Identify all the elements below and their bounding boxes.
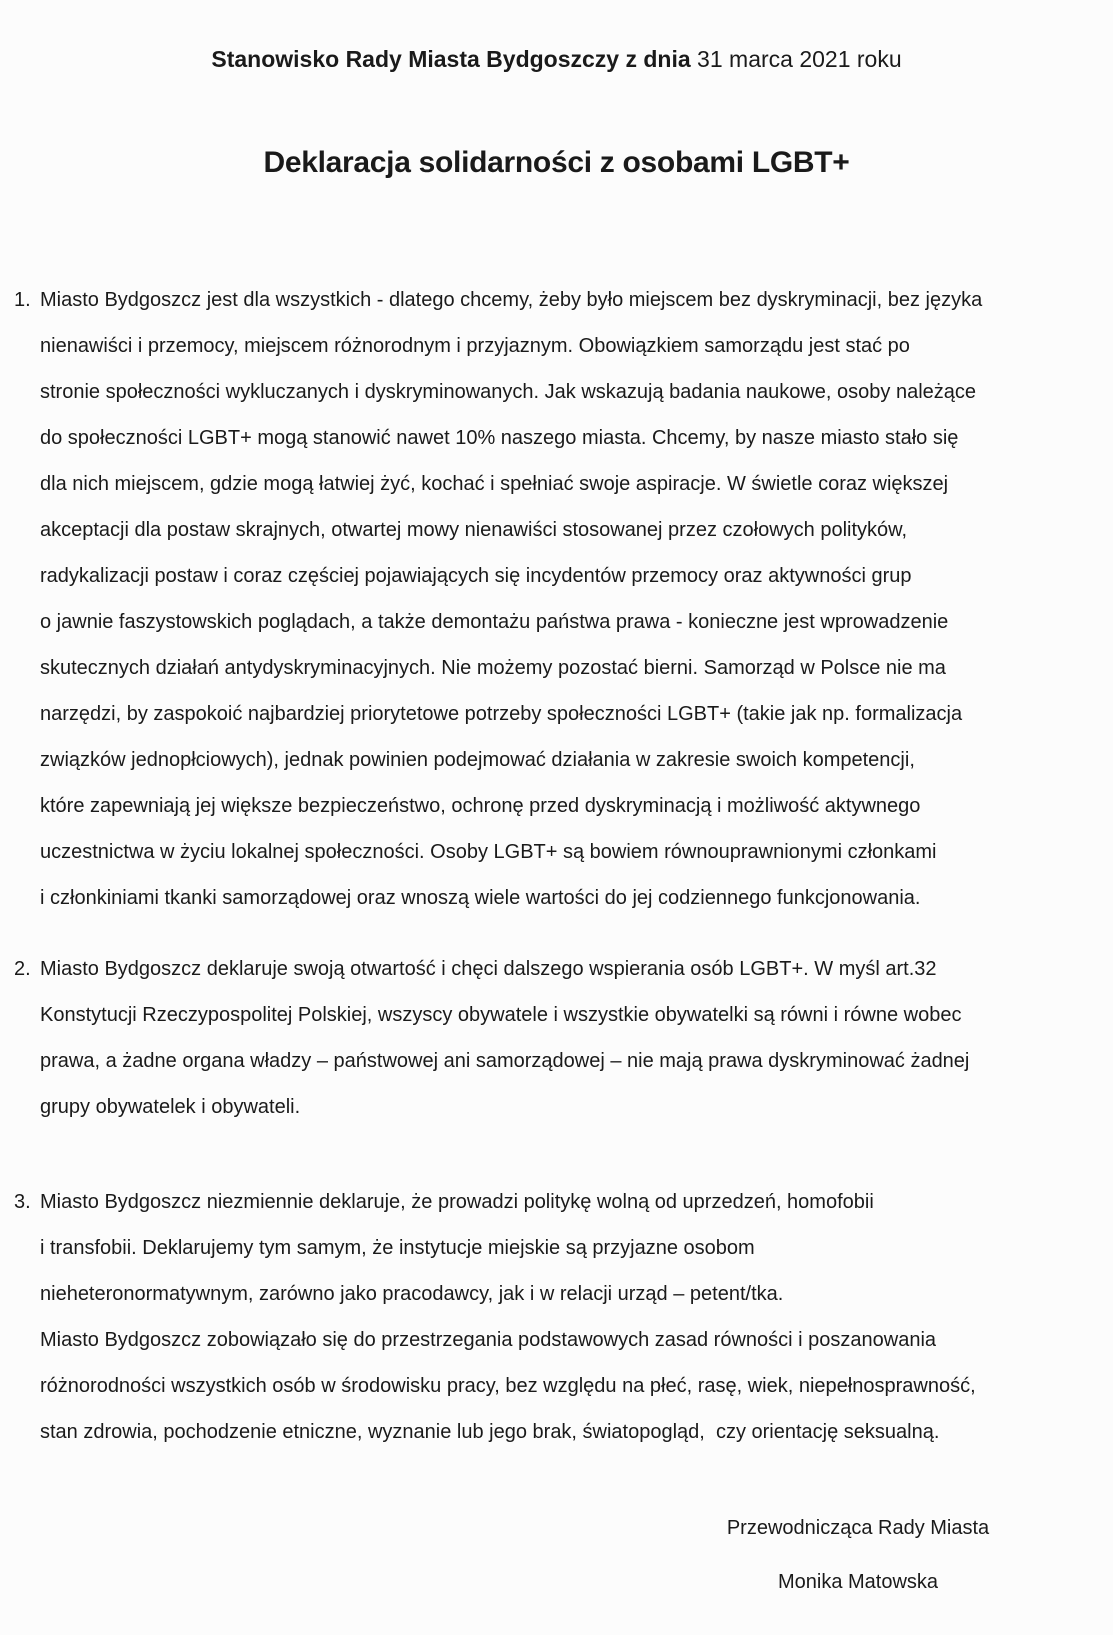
document-title: Deklaracja solidarności z osobami LGBT+ — [263, 146, 850, 179]
text-line: Miasto Bydgoszcz jest dla wszystkich - dlatego chcemy, żeby było miejscem bez dyskryminacji, bez języka — [40, 289, 983, 311]
text-line: różnorodności wszystkich osób w środowisku pracy, bez względu na płeć, rasę, wiek, niepełnosprawność, — [40, 1375, 976, 1397]
text-line: Miasto Bydgoszcz deklaruje swoją otwartość i chęci dalszego wspierania osób LGBT+. W myśl art.32 — [40, 958, 937, 980]
text-line: do społeczności LGBT+ mogą stanowić nawet 10% naszego miasta. Chcemy, by nasze miasto stało się — [40, 427, 959, 449]
text-line: nienawiści i przemocy, miejscem różnorodnym i przyjaznym. Obowiązkiem samorządu jest stać po — [40, 335, 910, 357]
text-line: akceptacji dla postaw skrajnych, otwartej mowy nienawiści stosowanej przez czołowych polityków, — [40, 519, 908, 541]
list-item-number: 3. — [14, 1191, 31, 1213]
text-line: prawa, a żadne organa władzy – państwowej ani samorządowej – nie mają prawa dyskryminować żadnej — [40, 1050, 970, 1072]
text-line: Konstytucji Rzeczypospolitej Polskiej, wszyscy obywatele i wszystkie obywatelki są równi i równe wobec — [40, 1004, 962, 1026]
text-line: radykalizacji postaw i coraz częściej pojawiających się incydentów przemocy oraz aktywności grup — [40, 565, 912, 587]
declaration-list — [14, 277, 1078, 1455]
signature-name: Monika Matowska — [777, 1571, 939, 1593]
list-item-number: 2. — [14, 958, 31, 980]
text-line: które zapewniają jej większe bezpieczeństwo, ochronę przed dyskryminacją i możliwość aktywnego — [40, 795, 921, 817]
document-header — [0, 44, 1113, 74]
text-line: stronie społeczności wykluczanych i dyskryminowanych. Jak wskazują badania naukowe, osoby należące — [40, 381, 977, 403]
text-line: Miasto Bydgoszcz niezmiennie deklaruje, że prowadzi politykę wolną od uprzedzeń, homofobii — [40, 1191, 874, 1213]
text-line: i transfobii. Deklarujemy tym samym, że instytucje miejskie są przyjazne osobom — [40, 1237, 755, 1259]
list-item-2 — [14, 946, 1078, 1130]
text-line: grupy obywatelek i obywateli. — [40, 1096, 301, 1118]
text-line: nieheteronormatywnym, zarówno jako pracodawcy, jak i w relacji urząd – petent/tka. — [40, 1283, 784, 1305]
signature-role: Przewodnicząca Rady Miasta — [726, 1517, 990, 1539]
text-line: skutecznych działań antydyskryminacyjnych. Nie możemy pozostać bierni. Samorząd w Polsce nie ma — [40, 657, 946, 679]
text-line: dla nich miejscem, gdzie mogą łatwiej żyć, kochać i spełniać swoje aspiracje. W świetle coraz większej — [40, 473, 949, 495]
text-line: związków jednopłciowych), jednak powinien podejmować działania w zakresie swoich kompetencji, — [40, 749, 915, 771]
header-title-text: Stanowisko Rady Miasta Bydgoszczy z dnia — [211, 46, 691, 72]
header-date-text: 31 marca 2021 roku — [690, 46, 902, 72]
text-line: uczestnictwa w życiu lokalnej społeczności. Osoby LGBT+ są bowiem równouprawnionymi członkami — [40, 841, 937, 863]
signature-block — [708, 1501, 1008, 1609]
list-item-number: 1. — [14, 289, 31, 311]
list-item-3 — [14, 1179, 1078, 1455]
text-line: i członkiniami tkanki samorządowej oraz wnoszą wiele wartości do jej codziennego funkcjonowania. — [40, 887, 921, 909]
text-line: o jawnie faszystowskich poglądach, a także demontażu państwa prawa - konieczne jest wprowadzenie — [40, 611, 949, 633]
text-line: narzędzi, by zaspokoić najbardziej priorytetowe potrzeby społeczności LGBT+ (takie jak np. formalizacja — [40, 703, 963, 725]
text-line: stan zdrowia, pochodzenie etniczne, wyznanie lub jego brak, światopogląd, czy orientację seksualną. — [40, 1421, 940, 1443]
list-item-1 — [14, 277, 1078, 921]
text-line: Miasto Bydgoszcz zobowiązało się do przestrzegania podstawowych zasad równości i poszanowania — [40, 1329, 937, 1351]
